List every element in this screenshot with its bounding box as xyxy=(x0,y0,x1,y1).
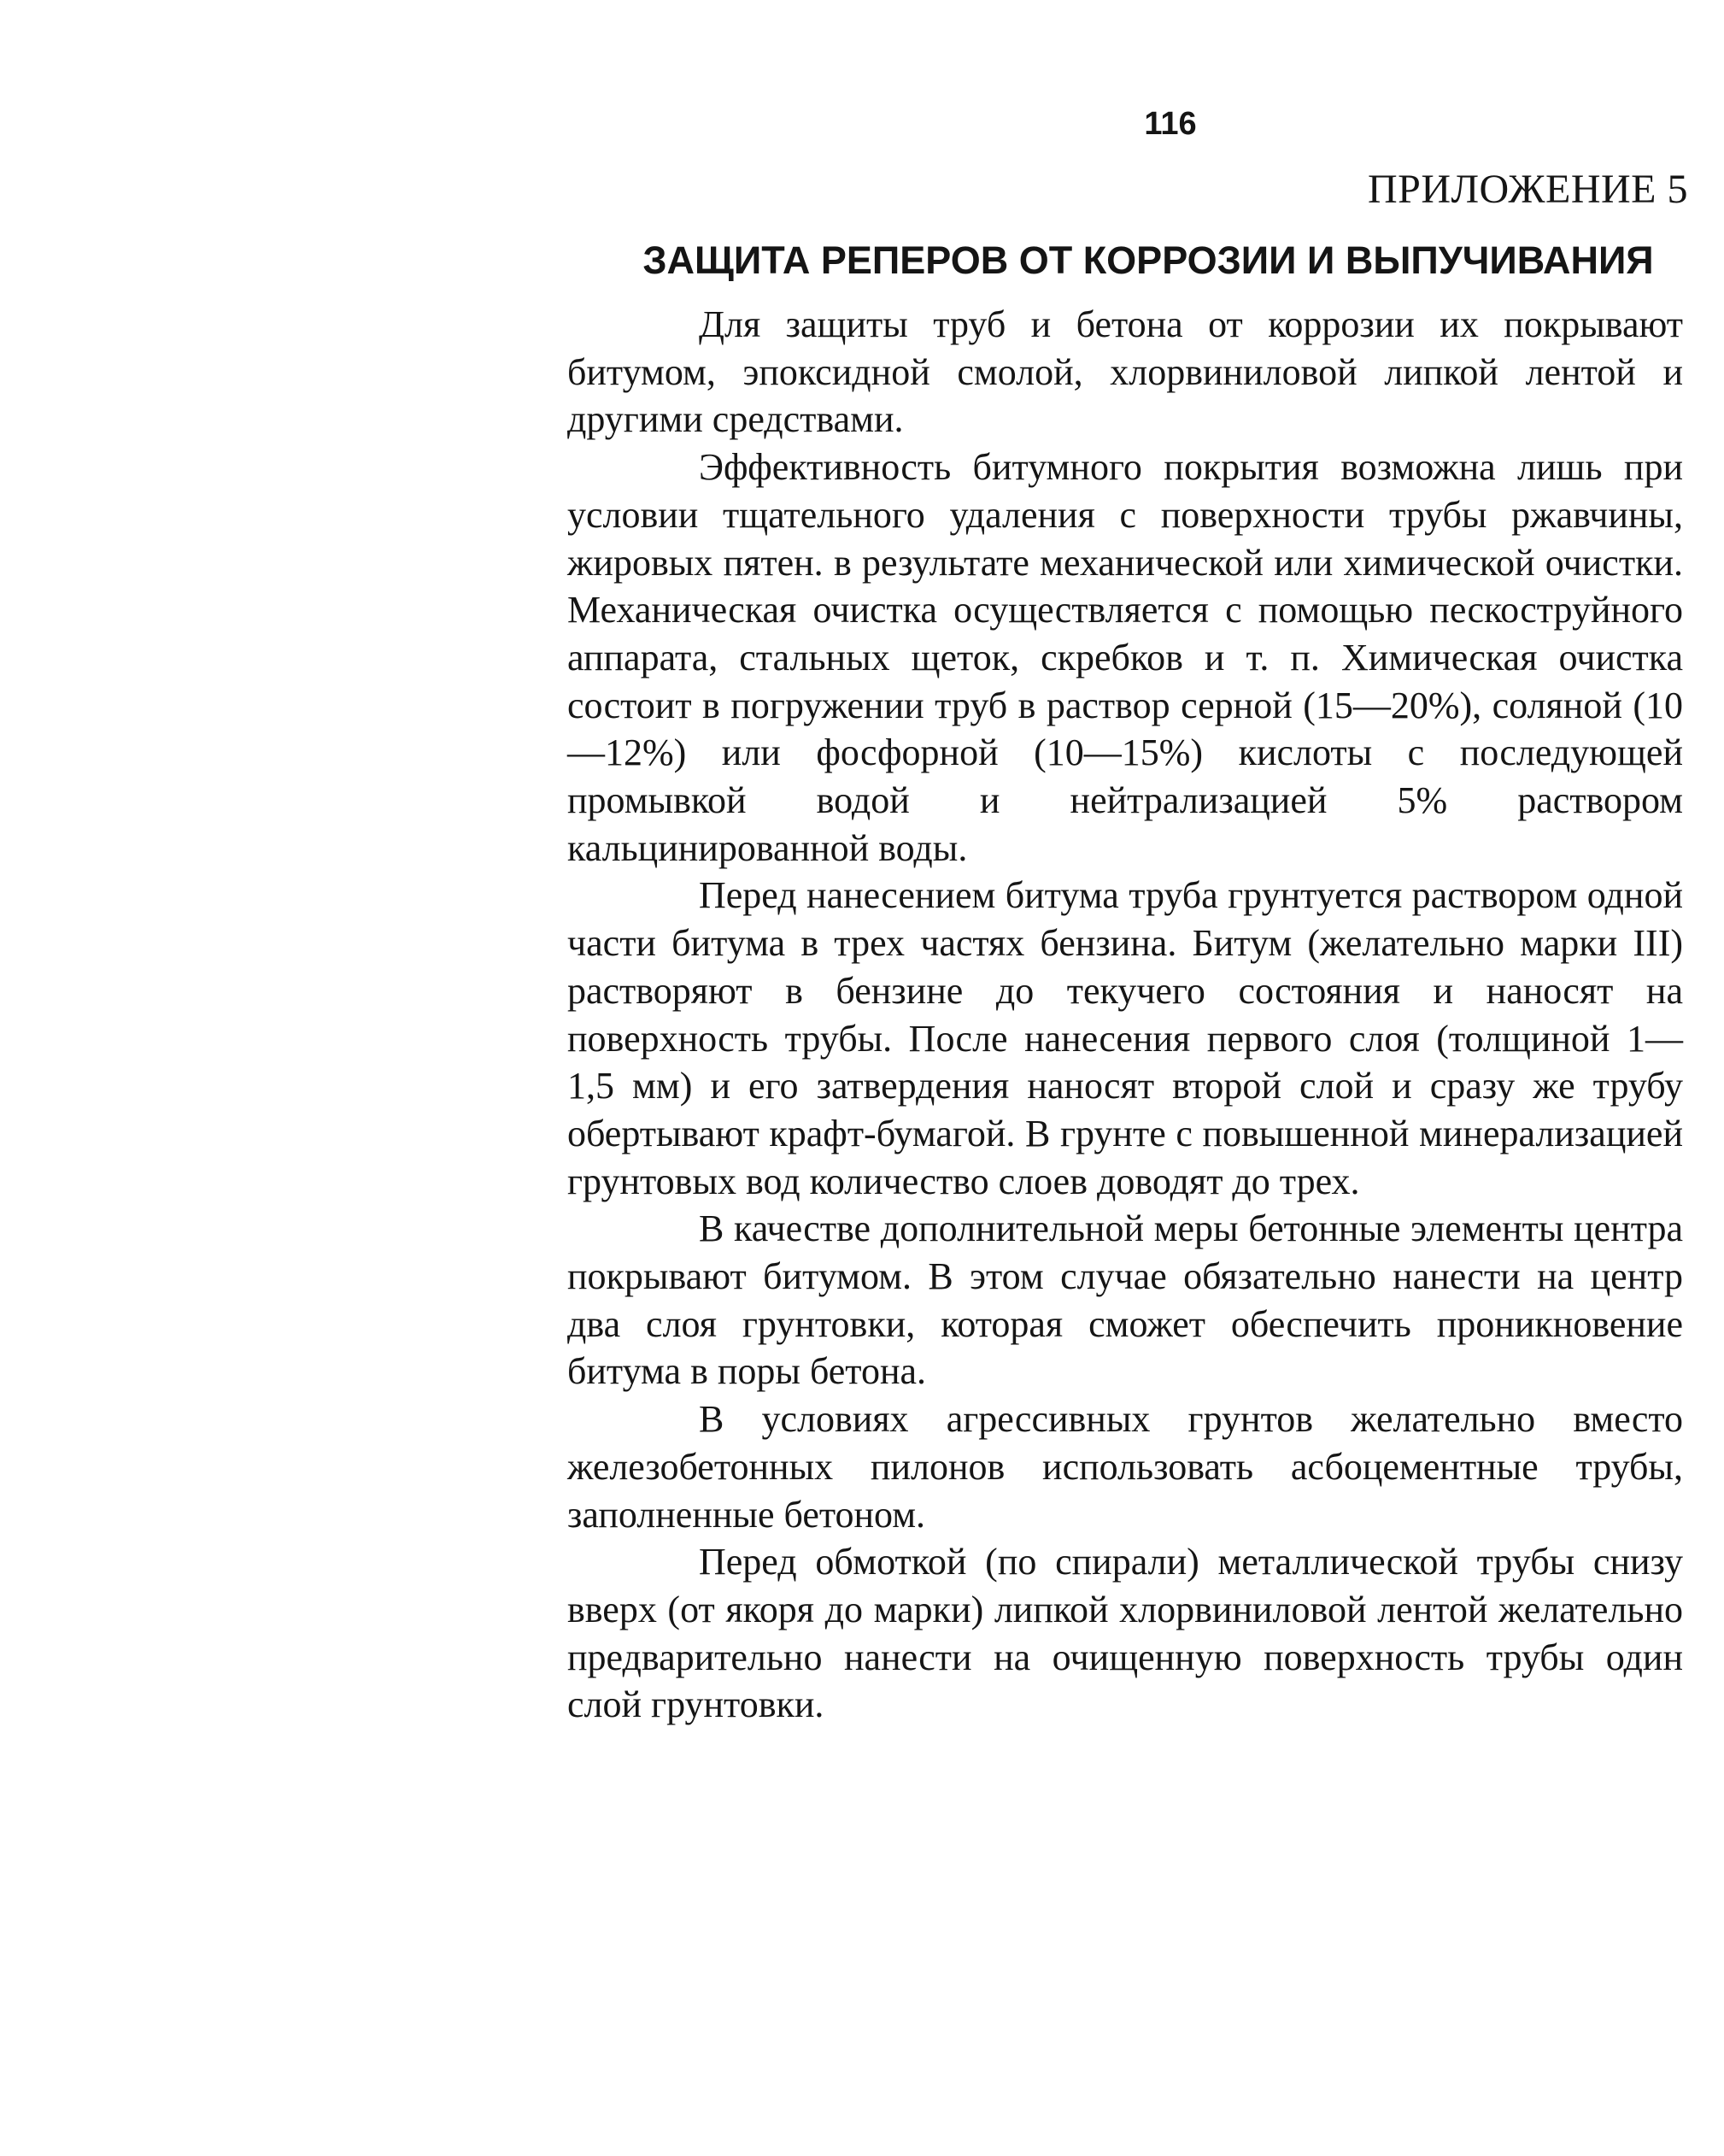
paragraph: Перед нанесением битума труба грунтуется раствором одной части битума в трех частях бензина. Битум (желательно марки III) растворяют в бензине до текучего состояния и наносят на поверхность трубы. После нанесения первого слоя (толщиной 1— 1,5 мм) и его затвердения наносят второй слой и сразу же трубу обертывают крафт-бумагой. В грунте с повышенной минерализацией грунтовых вод количество слоев доводят до трех. xyxy=(567,874,1683,1202)
paragraph: Эффективность битумного покрытия возможна лишь при условии тщательного удаления с поверхности трубы ржавчины, жировых пятен. в результате механической или химической очистки. Механическая очистка осуществляется с помощью пескоструйного аппарата, стальных щеток, скребков и т. п. Химическая очистка состоит в погружении труб в раствор серной (15—20%), соляной (10—12%) или фосфорной (10—15%) кислоты с последующей промывкой водой и нейтрализацией 5% раствором кальцинированной воды. xyxy=(567,446,1683,869)
paragraph: Для защиты труб и бетона от коррозии их покрывают битумом, эпоксидной смолой, хлорвиниловой липкой лентой и другими средствами. xyxy=(567,303,1683,441)
appendix-label: ПРИЛОЖЕНИЕ 5 xyxy=(1367,167,1688,212)
paragraph: В качестве дополнительной меры бетонные элементы центра покрывают битумом. В этом случае обязательно нанести на центр два слоя грунтовки, которая сможет обеспечить проникновение битума в поры бетона. xyxy=(567,1207,1683,1393)
section-title: ЗАЩИТА РЕПЕРОВ ОТ КОРРОЗИИ И ВЫПУЧИВАНИЯ xyxy=(642,238,1654,282)
paragraph: Перед обмоткой (по спирали) металлической трубы снизу вверх (от якоря до марки) липкой хлорвиниловой лентой желательно предварительно нанести на очищенную поверхность трубы один слой грунтовки. xyxy=(567,1541,1683,1726)
body-text xyxy=(567,301,1683,1729)
paragraph: В условиях агрессивных грунтов желательно вместо железобетонных пилонов использовать асбоцементные трубы, заполненные бетоном. xyxy=(567,1398,1683,1536)
page-number: 116 xyxy=(1144,106,1197,142)
